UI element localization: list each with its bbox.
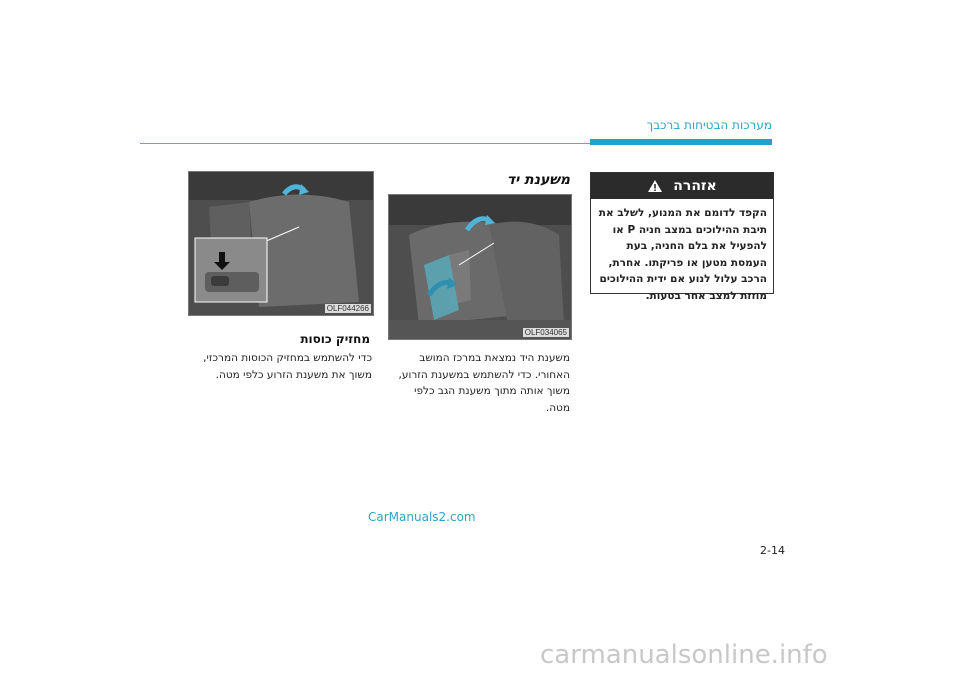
watermark-link[interactable]: CarManuals2.com	[368, 510, 476, 524]
header-accent-bar	[590, 139, 772, 145]
footer-watermark: carmanualsonline.info	[540, 640, 828, 670]
warning-text: הקפד לדומם את המנוע, לשלב את תיבת ההילוכים במצב חניה P או להפעיל את בלם החניה, בעת העמסת מטען או פריקתו. אחרת, הרכב עלול לנוע אם ידית ההילוכים מוזזת למצב אחר בטעות.	[598, 207, 767, 302]
chapter-title: מערכות הבטיחות ברכבך	[646, 118, 772, 132]
warning-title: אזהרה	[673, 178, 717, 194]
photo-code: OLF034065	[524, 328, 567, 337]
armrest-photo	[388, 194, 572, 340]
armrest-illustration	[389, 195, 571, 339]
cup-holder-caption: כדי להשתמש במחזיק הכוסות המרכזי, משוך את משענת הזרוע כלפי מטה.	[203, 352, 372, 381]
page-number: 2-14	[760, 544, 785, 557]
cup-holder-photo	[188, 171, 374, 316]
cup-holder-title: מחזיק כוסות	[300, 332, 370, 346]
photo-code: OLF044266	[326, 304, 369, 313]
section-title: משענת יד	[506, 172, 570, 188]
warning-header	[591, 173, 773, 199]
warning-box	[590, 172, 774, 302]
warning-triangle-icon	[647, 179, 663, 193]
cup-holder-illustration	[189, 172, 373, 315]
armrest-caption: משענת היד נמצאת במרכז המושב האחורי. כדי להשתמש במשענת הזרוע, משוך אותה מתוך משענת הגב כלפי מטה.	[398, 352, 570, 414]
